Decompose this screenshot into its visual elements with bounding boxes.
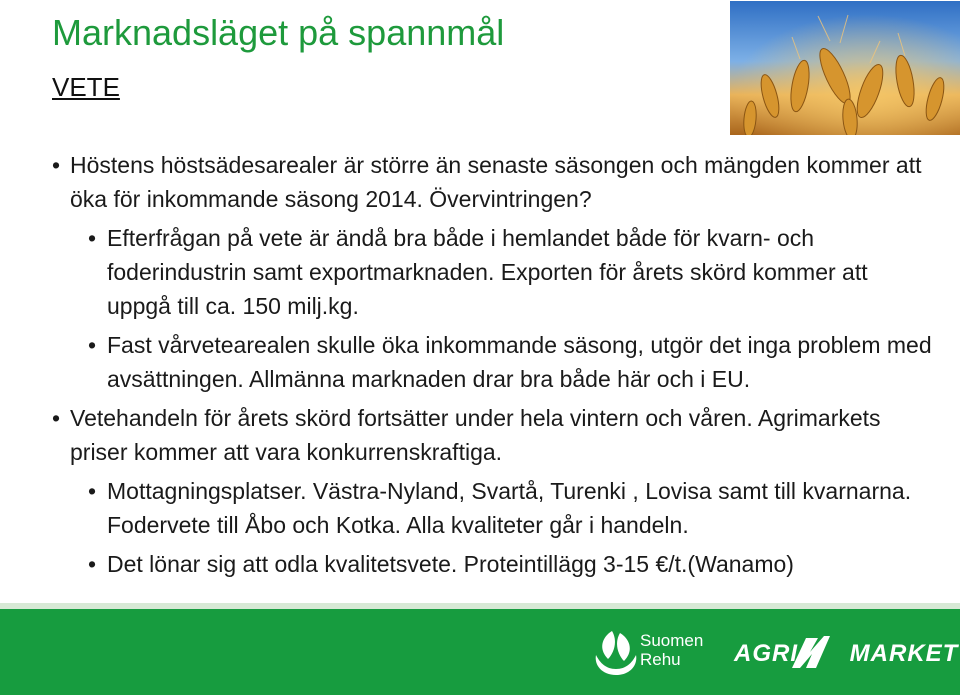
- slide-subtitle: VETE: [52, 72, 120, 102]
- suomen-rehu-line2: Rehu: [640, 650, 681, 669]
- bullet-item-level2: • Mottagningsplatser. Västra-Nyland, Svartå, Turenki , Lovisa samt till kvarnarna. Fodervete till Åbo och Kotka. Alla kvaliteter går i handeln.: [88, 474, 932, 542]
- wheat-photo: [730, 1, 960, 135]
- bullet-item-level2: • Det lönar sig att odla kvalitetsvete. Proteintillägg 3-15 €/t.(Wanamo): [88, 547, 932, 581]
- suomen-rehu-line1: Suomen: [640, 631, 704, 650]
- bullet-item-level1: • Höstens höstsädesarealer är större än senaste säsongen och mängden kommer att öka för inkommande säsong 2014. Övervintringen?: [52, 148, 932, 216]
- agrimarket-logo-text: AGRI MARKET: [734, 640, 959, 667]
- bullet-item-level1: • Vetehandeln för årets skörd fortsätter under hela vintern och våren. Agrimarkets priser kommer att vara konkurrenskraftiga.: [52, 401, 932, 469]
- bullet-item-level2: • Fast vårvetearealen skulle öka inkommande säsong, utgör det inga problem med avsättningen. Allmänna marknaden drar bra både här och i EU.: [88, 328, 932, 396]
- bullet-item-level2: • Efterfrågan på vete är ändå bra både i hemlandet både för kvarn- och foderindustrin samt exportmarknaden. Exporten för årets skörd kommer att uppgå till ca. 150 milj.kg.: [88, 221, 932, 323]
- bullet-list: [52, 148, 932, 581]
- slide-title: Marknadsläget på spannmål: [52, 12, 505, 53]
- suomen-rehu-logo-text: [640, 631, 703, 669]
